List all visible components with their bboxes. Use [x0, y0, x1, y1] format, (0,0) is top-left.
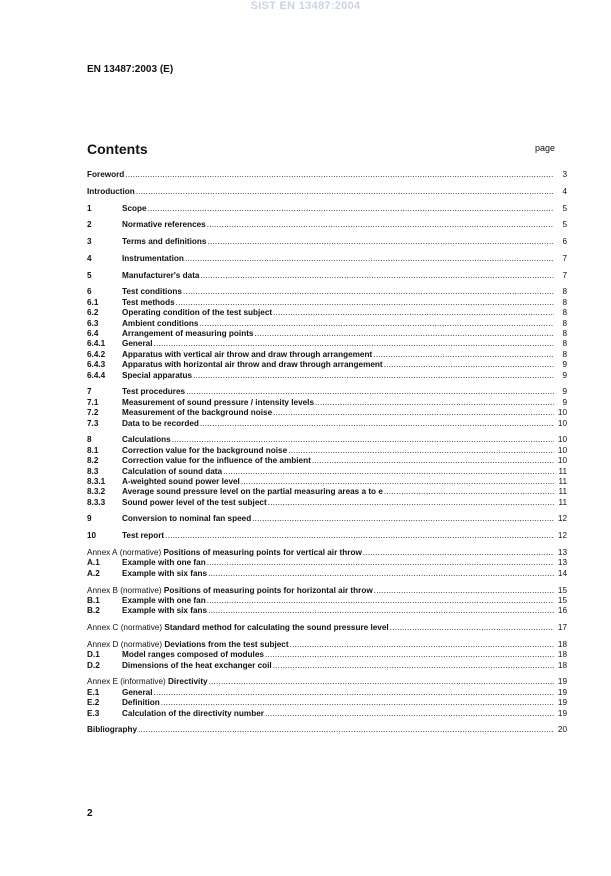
toc-entry-label: [87, 586, 373, 596]
toc-entry[interactable]: [87, 586, 567, 596]
annex-kind: (normative): [119, 548, 162, 558]
toc-entry-number: E.1: [87, 687, 100, 697]
leader-dots: [254, 329, 554, 339]
leader-dots: [186, 387, 554, 397]
leader-dots: [384, 360, 554, 370]
toc-entry-page: 13: [557, 548, 567, 558]
toc-entry-number: 8.1: [87, 445, 99, 455]
toc-entry-page: 18: [557, 639, 567, 649]
toc-entry[interactable]: [87, 360, 567, 370]
table-of-contents: [87, 170, 567, 736]
leader-dots: [265, 709, 554, 719]
annex-name: Annex D: [87, 639, 119, 649]
toc-entry-number: 6.4.2: [87, 349, 106, 359]
toc-entry-page: 8: [562, 349, 567, 359]
toc-entry-label: Dimensions of the heat exchanger coil: [122, 660, 272, 670]
toc-entry[interactable]: [87, 677, 567, 687]
toc-entry-number: 6.4: [87, 329, 99, 339]
toc-entry-label: Foreword: [87, 170, 125, 179]
leader-dots: [185, 254, 554, 264]
toc-entry-label: Correction value for the background noise: [122, 445, 288, 455]
toc-entry-number: D.2: [87, 660, 100, 670]
toc-entry[interactable]: [87, 498, 567, 508]
toc-entry-page: 19: [557, 687, 567, 697]
toc-entry-label: [87, 623, 389, 633]
toc-entry-page: 15: [557, 595, 567, 605]
leader-dots: [165, 531, 554, 541]
toc-entry-label: Data to be recorded: [122, 418, 199, 428]
toc-entry-number: 1: [87, 203, 92, 213]
leader-dots: [374, 586, 554, 596]
toc-entry-label: Test conditions: [122, 287, 182, 297]
toc-entry[interactable]: [87, 187, 567, 197]
toc-entry-number: 8.3.3: [87, 497, 106, 507]
toc-entry[interactable]: [87, 514, 567, 524]
toc-entry-page: 8: [562, 318, 567, 328]
toc-entry-page: 4: [562, 186, 567, 196]
toc-entry-page: 20: [557, 725, 567, 735]
toc-entry-page: 5: [562, 203, 567, 213]
leader-dots: [183, 287, 554, 297]
annex-title: Positions of measuring points for horizontal air throw: [163, 585, 373, 595]
toc-entry-page: 6: [562, 237, 567, 247]
toc-entry-page: 11: [558, 466, 567, 476]
leader-dots: [273, 408, 554, 418]
toc-entry-page: 11: [558, 487, 567, 497]
toc-entry-number: D.1: [87, 650, 100, 660]
toc-entry-number: 8.3.2: [87, 487, 106, 497]
toc-entry-page: 16: [557, 606, 567, 616]
leader-dots: [252, 514, 554, 524]
leader-dots: [315, 398, 554, 408]
toc-entry-number: 9: [87, 514, 92, 524]
toc-entry-number: A.1: [87, 558, 100, 568]
annex-kind: (normative): [120, 639, 163, 649]
toc-entry-number: 6.2: [87, 308, 99, 318]
toc-entry-label: Arrangement of measuring points: [122, 329, 254, 339]
page-number: 2: [87, 808, 93, 819]
leader-dots: [273, 308, 554, 318]
toc-entry[interactable]: [87, 623, 567, 633]
toc-entry[interactable]: [87, 254, 567, 264]
leader-dots: [207, 596, 554, 606]
leader-dots: [138, 725, 554, 735]
toc-entry[interactable]: [87, 558, 567, 568]
toc-entry[interactable]: [87, 569, 567, 579]
leader-dots: [209, 677, 554, 687]
annex-title: Deviations from the test subject: [164, 639, 289, 649]
toc-entry-label: Measurement of the background noise: [122, 408, 273, 418]
toc-entry[interactable]: [87, 371, 567, 381]
toc-entry-page: 3: [562, 170, 567, 179]
toc-entry[interactable]: [87, 271, 567, 281]
toc-entry-page: 10: [557, 445, 567, 455]
leader-dots: [373, 350, 554, 360]
annex-name: Annex A: [87, 548, 118, 558]
toc-entry-label: Example with one fan: [122, 595, 206, 605]
toc-entry-label: [87, 640, 289, 650]
toc-entry-label: [87, 548, 362, 558]
toc-entry-label: Example with one fan: [122, 558, 206, 568]
toc-entry-number: A.2: [87, 568, 100, 578]
toc-entry-label: General: [122, 687, 153, 697]
toc-entry-page: 8: [562, 297, 567, 307]
toc-entry[interactable]: [87, 456, 567, 466]
leader-dots: [172, 435, 554, 445]
toc-entry-number: 5: [87, 270, 92, 280]
toc-entry-number: 6.3: [87, 318, 99, 328]
toc-entry-label: Definition: [122, 698, 160, 708]
toc-entry[interactable]: [87, 220, 567, 230]
toc-entry[interactable]: [87, 698, 567, 708]
leader-dots: [384, 487, 554, 497]
toc-entry-page: 19: [557, 708, 567, 718]
toc-entry-page: 18: [557, 660, 567, 670]
leader-dots: [207, 558, 554, 568]
toc-entry-label: Apparatus with horizontal air throw and draw through arrangement: [122, 360, 383, 370]
toc-entry-page: 17: [557, 623, 567, 633]
toc-entry-page: 12: [557, 514, 567, 524]
toc-entry-number: 4: [87, 253, 92, 263]
toc-entry-number: 8.2: [87, 456, 99, 466]
toc-entry-number: 8.3.1: [87, 476, 106, 486]
annex-title: Positions of measuring points for vertical air throw: [163, 548, 362, 558]
toc-entry-label: Normative references: [122, 220, 206, 230]
toc-entry-page: 9: [562, 360, 567, 370]
toc-entry-page: 10: [557, 408, 567, 418]
toc-entry-label: Sound power level of the test subject: [122, 497, 267, 507]
toc-entry-number: E.2: [87, 698, 100, 708]
toc-entry-page: 11: [558, 476, 567, 486]
leader-dots: [290, 640, 554, 650]
toc-entry-label: Introduction: [87, 186, 135, 196]
toc-entry-number: 7.3: [87, 418, 99, 428]
toc-entry-number: 2: [87, 220, 92, 230]
toc-entry-label: Calculation of the directivity number: [122, 708, 264, 718]
toc-entry-page: 9: [562, 387, 567, 397]
toc-entry-page: 8: [562, 287, 567, 297]
leader-dots: [268, 498, 554, 508]
annex-name: Annex C: [87, 623, 119, 633]
toc-entry-label: Bibliography: [87, 725, 138, 735]
toc-entry-label: Correction value for the influence of the ambient: [122, 456, 311, 466]
leader-dots: [125, 170, 554, 180]
toc-entry-number: B.2: [87, 606, 100, 616]
toc-entry-label: Calculations: [122, 435, 171, 445]
toc-entry-page: 13: [557, 558, 567, 568]
toc-entry[interactable]: [87, 308, 567, 318]
toc-entry[interactable]: [87, 725, 567, 735]
toc-entry[interactable]: [87, 548, 567, 558]
toc-entry[interactable]: [87, 339, 567, 349]
toc-entry-label: Test methods: [122, 297, 175, 307]
toc-entry-label: [87, 677, 208, 687]
leader-dots: [363, 548, 554, 558]
toc-entry[interactable]: [87, 596, 567, 606]
leader-dots: [207, 220, 554, 230]
annex-name: Annex B: [87, 585, 118, 595]
toc-entry-label: Measurement of sound pressure / intensity levels: [122, 397, 315, 407]
toc-entry-number: 6.4.1: [87, 339, 106, 349]
annex-title: Standard method for calculating the sound pressure level: [164, 623, 389, 633]
leader-dots: [193, 371, 554, 381]
toc-entry-label: Scope: [122, 203, 147, 213]
toc-entry-page: 9: [562, 397, 567, 407]
toc-entry-page: 8: [562, 329, 567, 339]
toc-entry-number: 8: [87, 435, 92, 445]
leader-dots: [176, 298, 554, 308]
toc-entry[interactable]: [87, 487, 567, 497]
toc-entry-label: Instrumentation: [122, 253, 184, 263]
toc-entry-number: E.3: [87, 708, 100, 718]
leader-dots: [223, 467, 554, 477]
toc-entry[interactable]: [87, 329, 567, 339]
toc-entry-label: Terms and definitions: [122, 237, 207, 247]
toc-entry[interactable]: [87, 170, 567, 180]
leader-dots: [199, 319, 554, 329]
toc-entry[interactable]: [87, 319, 567, 329]
toc-entry-label: Special apparatus: [122, 370, 193, 380]
toc-entry-page: 8: [562, 339, 567, 349]
leader-dots: [207, 237, 554, 247]
toc-entry[interactable]: [87, 688, 567, 698]
toc-entry-page: 10: [557, 435, 567, 445]
toc-entry-page: 14: [557, 568, 567, 578]
leader-dots: [136, 187, 554, 197]
leader-dots: [273, 661, 554, 671]
toc-entry-page: 19: [557, 677, 567, 687]
toc-entry-label: Ambient conditions: [122, 318, 199, 328]
toc-entry-page: 7: [562, 253, 567, 263]
toc-entry-label: Apparatus with vertical air throw and draw through arrangement: [122, 349, 373, 359]
leader-dots: [208, 606, 554, 616]
toc-entry-label: Operating condition of the test subject: [122, 308, 273, 318]
toc-entry[interactable]: [87, 446, 567, 456]
leader-dots: [200, 271, 554, 281]
toc-entry[interactable]: [87, 709, 567, 719]
leader-dots: [208, 569, 554, 579]
toc-entry[interactable]: [87, 419, 567, 429]
page-title: Contents: [87, 141, 148, 157]
leader-dots: [265, 650, 554, 660]
toc-entry-page: 15: [557, 585, 567, 595]
toc-entry-label: A-weighted sound power level: [122, 476, 240, 486]
toc-entry-page: 10: [557, 456, 567, 466]
page-column-label: page: [535, 143, 556, 153]
leader-dots: [312, 456, 554, 466]
toc-entry[interactable]: [87, 467, 567, 477]
toc-entry-page: 8: [562, 308, 567, 318]
annex-name: Annex E: [87, 677, 118, 687]
leader-dots: [200, 419, 554, 429]
toc-entry-label: Example with six fans: [122, 568, 208, 578]
toc-entry[interactable]: [87, 237, 567, 247]
toc-entry-number: 10: [87, 531, 97, 541]
watermark: SIST EN 13487:2004: [250, 0, 361, 12]
toc-entry-number: 7.1: [87, 397, 99, 407]
toc-entry-number: 6.1: [87, 297, 99, 307]
annex-kind: (normative): [120, 623, 163, 633]
toc-entry-number: 6: [87, 287, 92, 297]
toc-entry[interactable]: [87, 287, 567, 297]
leader-dots: [154, 688, 555, 698]
toc-entry[interactable]: [87, 640, 567, 650]
toc-entry[interactable]: [87, 531, 567, 541]
annex-title: Directivity: [168, 677, 208, 687]
toc-entry-page: 10: [557, 418, 567, 428]
leader-dots: [241, 477, 554, 487]
leader-dots: [148, 204, 554, 214]
leader-dots: [154, 339, 555, 349]
toc-entry-number: 8.3: [87, 466, 99, 476]
annex-kind: (informative): [120, 677, 166, 687]
toc-entry-number: 6.4.3: [87, 360, 106, 370]
toc-entry-label: Model ranges composed of modules: [122, 650, 264, 660]
toc-entry-label: Test report: [122, 531, 165, 541]
leader-dots: [390, 623, 554, 633]
toc-entry[interactable]: [87, 408, 567, 418]
toc-entry-page: 12: [557, 531, 567, 541]
toc-entry[interactable]: [87, 435, 567, 445]
toc-entry-number: 7: [87, 387, 92, 397]
toc-entry-number: 7.2: [87, 408, 99, 418]
toc-entry[interactable]: [87, 606, 567, 616]
toc-entry[interactable]: [87, 350, 567, 360]
leader-dots: [161, 698, 554, 708]
toc-entry[interactable]: [87, 387, 567, 397]
toc-entry-page: 19: [557, 698, 567, 708]
document-id: EN 13487:2003 (E): [87, 64, 174, 75]
toc-entry[interactable]: [87, 398, 567, 408]
toc-entry-label: Average sound pressure level on the partial measuring areas a to e: [122, 487, 383, 497]
toc-entry-page: 5: [562, 220, 567, 230]
toc-entry-label: General: [122, 339, 153, 349]
annex-kind: (normative): [120, 585, 162, 595]
toc-entry-label: Test procedures: [122, 387, 186, 397]
toc-entry[interactable]: [87, 477, 567, 487]
toc-entry-label: Example with six fans: [122, 606, 208, 616]
leader-dots: [288, 446, 554, 456]
toc-entry-label: Calculation of sound data: [122, 466, 223, 476]
toc-entry-page: 11: [558, 497, 567, 507]
toc-entry[interactable]: [87, 298, 567, 308]
toc-entry-number: B.1: [87, 595, 100, 605]
toc-entry-page: 18: [557, 650, 567, 660]
toc-entry[interactable]: [87, 650, 567, 660]
toc-entry[interactable]: [87, 204, 567, 214]
toc-entry-number: 6.4.4: [87, 370, 106, 380]
toc-entry-label: Manufacturer's data: [122, 270, 200, 280]
toc-entry-label: Conversion to nominal fan speed: [122, 514, 252, 524]
toc-entry-page: 9: [562, 370, 567, 380]
toc-entry-page: 7: [562, 270, 567, 280]
toc-entry[interactable]: [87, 661, 567, 671]
toc-entry-number: 3: [87, 237, 92, 247]
